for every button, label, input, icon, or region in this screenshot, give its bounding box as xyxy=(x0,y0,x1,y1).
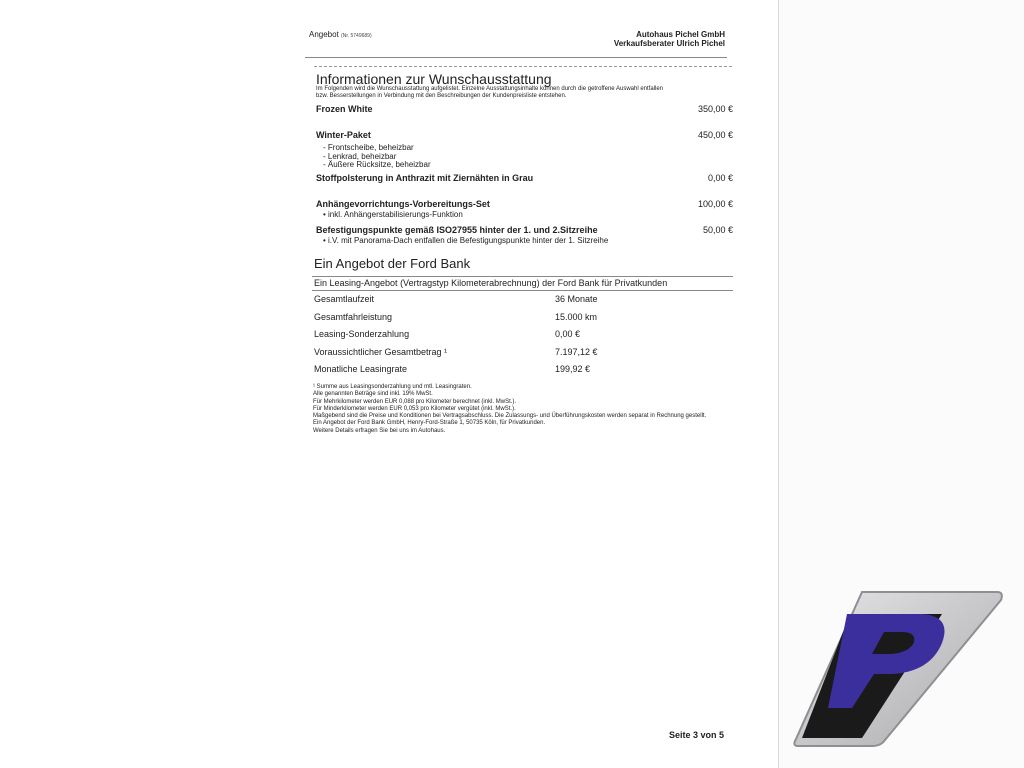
leasing-label: Gesamtfahrleistung xyxy=(314,312,393,322)
page-edge xyxy=(778,0,779,768)
bank-title: Ein Angebot der Ford Bank xyxy=(314,256,471,271)
footnote: Ein Angebot der Ford Bank GmbH, Henry-Ford-Straße 1, 50735 Köln, für Privatkunden. xyxy=(313,420,546,427)
option-name: Befestigungspunkte gemäß ISO27955 hinter der 1. und 2.Sitzreihe xyxy=(316,225,598,235)
option-price: 350,00 € xyxy=(697,104,733,114)
equipment-intro: Im Folgenden wird die Wunschausstattung aufgelistet. Einzelne Ausstattungsinhalte können durch die getroffene Auswahl entfallen bzw. Besserstellungen in Verbindung mit den Beschreibungen der Kundenpreisliste entstehen. xyxy=(316,86,664,99)
leasing-value: 15.000 km xyxy=(555,312,598,322)
option-price: 0,00 € xyxy=(707,173,733,183)
leasing-row xyxy=(314,312,614,322)
option-price: 50,00 € xyxy=(702,225,733,235)
leasing-row xyxy=(314,329,614,339)
option-detail: • inkl. Anhängerstabilisierungs-Funktion xyxy=(323,210,463,219)
offer-number: (Nr. 5749689) xyxy=(341,33,372,39)
option-detail: - Lenkrad, beheizbar xyxy=(323,151,397,161)
bank-divider-bottom xyxy=(312,290,733,291)
option-name: Frozen White xyxy=(316,104,373,114)
dashed-divider xyxy=(314,66,732,67)
leasing-label: Gesamtlaufzeit xyxy=(314,294,375,304)
option-item xyxy=(316,173,733,183)
option-name: Stoffpolsterung in Anthrazit mit Ziernähten in Grau xyxy=(316,173,534,183)
company-name: Autohaus Pichel GmbH xyxy=(636,30,725,39)
option-details xyxy=(323,237,733,246)
header-divider xyxy=(305,57,727,58)
option-item xyxy=(316,199,733,220)
option-price: 450,00 € xyxy=(697,130,733,140)
footnote: Weitere Details erfragen Sie bei uns im Autohaus. xyxy=(313,427,446,434)
leasing-row xyxy=(314,364,614,374)
equipment-title: Informationen zur Wunschausstattung xyxy=(316,71,552,87)
option-detail: - Äußere Rücksitze, beheizbar xyxy=(323,160,431,169)
leasing-row xyxy=(314,347,614,357)
dealer-info xyxy=(614,30,725,48)
leasing-row xyxy=(314,294,614,304)
footnotes xyxy=(313,384,723,435)
offer-label xyxy=(309,30,372,39)
leasing-value: 7.197,12 € xyxy=(555,347,598,357)
option-detail: - Frontscheibe, beheizbar xyxy=(323,143,414,152)
option-item xyxy=(316,104,733,114)
option-details xyxy=(323,211,733,220)
bank-divider-top xyxy=(312,276,733,277)
leasing-label: Monatliche Leasingrate xyxy=(314,364,408,374)
option-item xyxy=(316,130,733,170)
option-item xyxy=(316,225,733,246)
leasing-value: 0,00 € xyxy=(555,329,581,339)
leasing-label: Leasing-Sonderzahlung xyxy=(314,329,410,339)
option-details xyxy=(323,144,733,170)
leasing-label: Voraussichtlicher Gesamtbetrag ¹ xyxy=(314,347,448,357)
footnote: Für Minderkilometer werden EUR 0,053 pro Kilometer vergütet (inkl. MwSt.). xyxy=(313,405,516,412)
leasing-value: 36 Monate xyxy=(555,294,598,304)
footnote: Für Mehrkilometer werden EUR 0,088 pro Kilometer berechnet (inkl. MwSt.). xyxy=(313,398,517,405)
offer-title: Angebot xyxy=(309,30,339,39)
option-name: Winter-Paket xyxy=(316,130,371,140)
page-number: Seite 3 von 5 xyxy=(668,730,724,740)
option-price: 100,00 € xyxy=(697,199,733,209)
option-name: Anhängevorrichtungs-Vorbereitungs-Set xyxy=(316,199,490,209)
pichel-p-logo-icon xyxy=(792,588,1004,748)
footnote: Alle genannten Beträge sind inkl. 19% MwSt. xyxy=(313,391,433,398)
footnote: ¹ Summe aus Leasingsonderzahlung und mtl. Leasingraten. xyxy=(313,384,472,390)
leasing-value: 199,92 € xyxy=(555,364,591,374)
footnote: Maßgebend sind die Preise und Konditionen bei Vertragsabschluss. Die Zulassungs- und Überführungskosten werden separat in Rechnung gestellt. xyxy=(313,413,707,420)
advisor-name: Verkaufsberater Ulrich Pichel xyxy=(613,39,725,48)
option-detail: • i.V. mit Panorama-Dach entfallen die Befestigungspunkte hinter der 1. Sitzreihe xyxy=(323,236,609,245)
bank-subtitle: Ein Leasing-Angebot (Vertragstyp Kilometerabrechnung) der Ford Bank für Privatkunden xyxy=(314,278,668,288)
